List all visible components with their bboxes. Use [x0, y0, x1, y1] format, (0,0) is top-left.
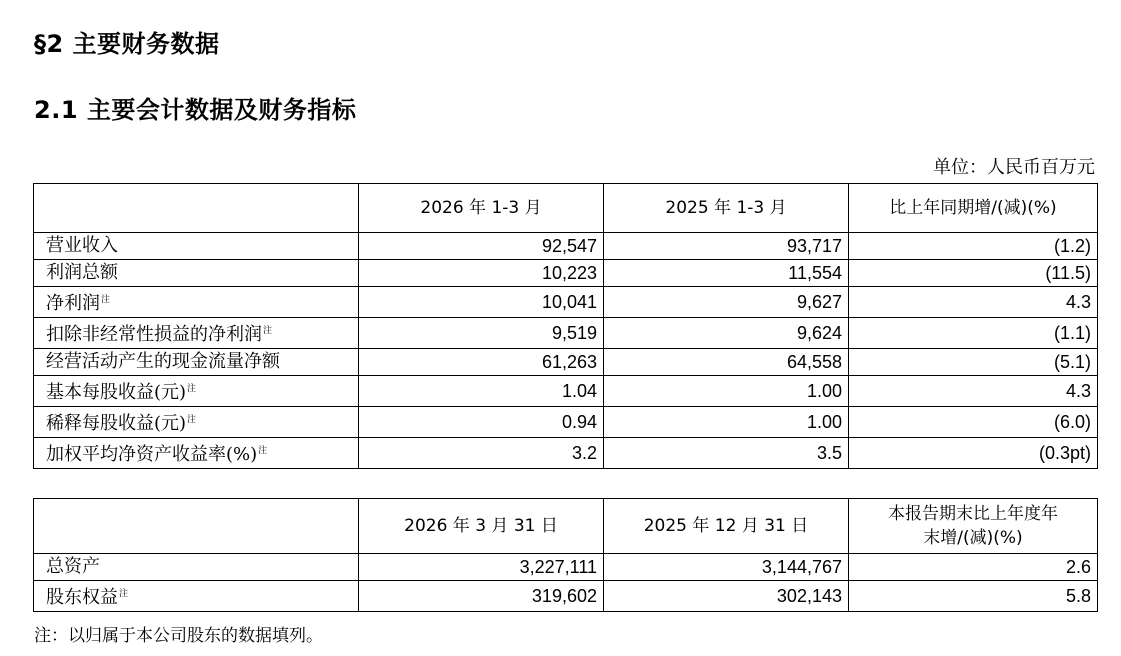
header-blank [34, 499, 359, 554]
value-prior: 93,717 [604, 233, 849, 260]
note-marker: 注 [187, 415, 197, 425]
note-marker: 注 [263, 326, 273, 336]
row-label-text: 净利润 [46, 293, 100, 314]
table-row [34, 318, 1098, 349]
value-prior: 3,144,767 [604, 554, 849, 581]
row-label [34, 376, 359, 407]
unit-label: 单位：人民币百万元 [933, 157, 1095, 178]
row-label-text: 总资产 [46, 556, 100, 577]
row-label [34, 260, 359, 287]
table-row [34, 554, 1098, 581]
value-prior: 1.00 [604, 407, 849, 438]
value-current: 92,547 [359, 233, 604, 260]
value-current: 3,227,111 [359, 554, 604, 581]
value-change: 2.6 [849, 554, 1098, 581]
value-prior: 3.5 [604, 438, 849, 469]
table-row [34, 438, 1098, 469]
table-header-row [34, 499, 1098, 554]
value-change: 4.3 [849, 376, 1098, 407]
value-current: 10,223 [359, 260, 604, 287]
table-row [34, 376, 1098, 407]
table-body [34, 233, 1098, 469]
header-prior-period: 2025 年 1-3 月 [604, 184, 849, 233]
header-blank [34, 184, 359, 233]
table-row [34, 407, 1098, 438]
header-change-line1: 本报告期末比上年度年 [888, 504, 1058, 524]
value-prior: 11,554 [604, 260, 849, 287]
value-current: 319,602 [359, 581, 604, 612]
note-marker: 注 [119, 589, 129, 599]
value-change: (0.3pt) [849, 438, 1098, 469]
value-prior: 9,624 [604, 318, 849, 349]
value-current: 3.2 [359, 438, 604, 469]
row-label [34, 407, 359, 438]
table-row [34, 287, 1098, 318]
balance-sheet-table [33, 498, 1098, 612]
value-current: 10,041 [359, 287, 604, 318]
row-label-text: 加权平均净资产收益率(%) [46, 444, 258, 465]
value-prior: 1.00 [604, 376, 849, 407]
note-marker: 注 [101, 295, 111, 305]
footnote: 注：以归属于本公司股东的数据填列。 [34, 626, 323, 646]
value-change: (11.5) [849, 260, 1098, 287]
row-label-text: 营业收入 [46, 235, 118, 256]
header-change [849, 499, 1098, 554]
value-current: 9,519 [359, 318, 604, 349]
row-label-text: 扣除非经常性损益的净利润 [46, 324, 262, 345]
value-current: 1.04 [359, 376, 604, 407]
value-prior: 302,143 [604, 581, 849, 612]
row-label [34, 438, 359, 469]
row-label-text: 稀释每股收益(元) [46, 413, 187, 434]
value-change: 4.3 [849, 287, 1098, 318]
row-label [34, 554, 359, 581]
table-body [34, 554, 1098, 612]
table-row [34, 349, 1098, 376]
table-header-row [34, 184, 1098, 233]
row-label-text: 股东权益 [46, 587, 118, 608]
value-change: (6.0) [849, 407, 1098, 438]
value-change: (5.1) [849, 349, 1098, 376]
value-current: 61,263 [359, 349, 604, 376]
quarterly-financial-table [33, 183, 1098, 469]
value-change: 5.8 [849, 581, 1098, 612]
section-title: §2 主要财务数据 [34, 30, 220, 58]
row-label-text: 经营活动产生的现金流量净额 [46, 351, 280, 372]
note-marker: 注 [258, 446, 268, 456]
value-change: (1.1) [849, 318, 1098, 349]
table-row [34, 233, 1098, 260]
table-row [34, 260, 1098, 287]
value-current: 0.94 [359, 407, 604, 438]
value-prior: 64,558 [604, 349, 849, 376]
note-marker: 注 [187, 384, 197, 394]
header-change: 比上年同期增/(减)(%) [849, 184, 1098, 233]
header-change-line2: 末增/(减)(%) [923, 528, 1023, 548]
value-prior: 9,627 [604, 287, 849, 318]
row-label [34, 318, 359, 349]
row-label [34, 349, 359, 376]
subsection-title: 2.1 主要会计数据及财务指标 [34, 96, 357, 124]
row-label [34, 581, 359, 612]
header-current-date: 2026 年 3 月 31 日 [359, 499, 604, 554]
row-label [34, 233, 359, 260]
row-label-text: 基本每股收益(元) [46, 382, 187, 403]
table-row [34, 581, 1098, 612]
header-prior-date: 2025 年 12 月 31 日 [604, 499, 849, 554]
value-change: (1.2) [849, 233, 1098, 260]
row-label [34, 287, 359, 318]
row-label-text: 利润总额 [46, 262, 118, 283]
header-current-period: 2026 年 1-3 月 [359, 184, 604, 233]
